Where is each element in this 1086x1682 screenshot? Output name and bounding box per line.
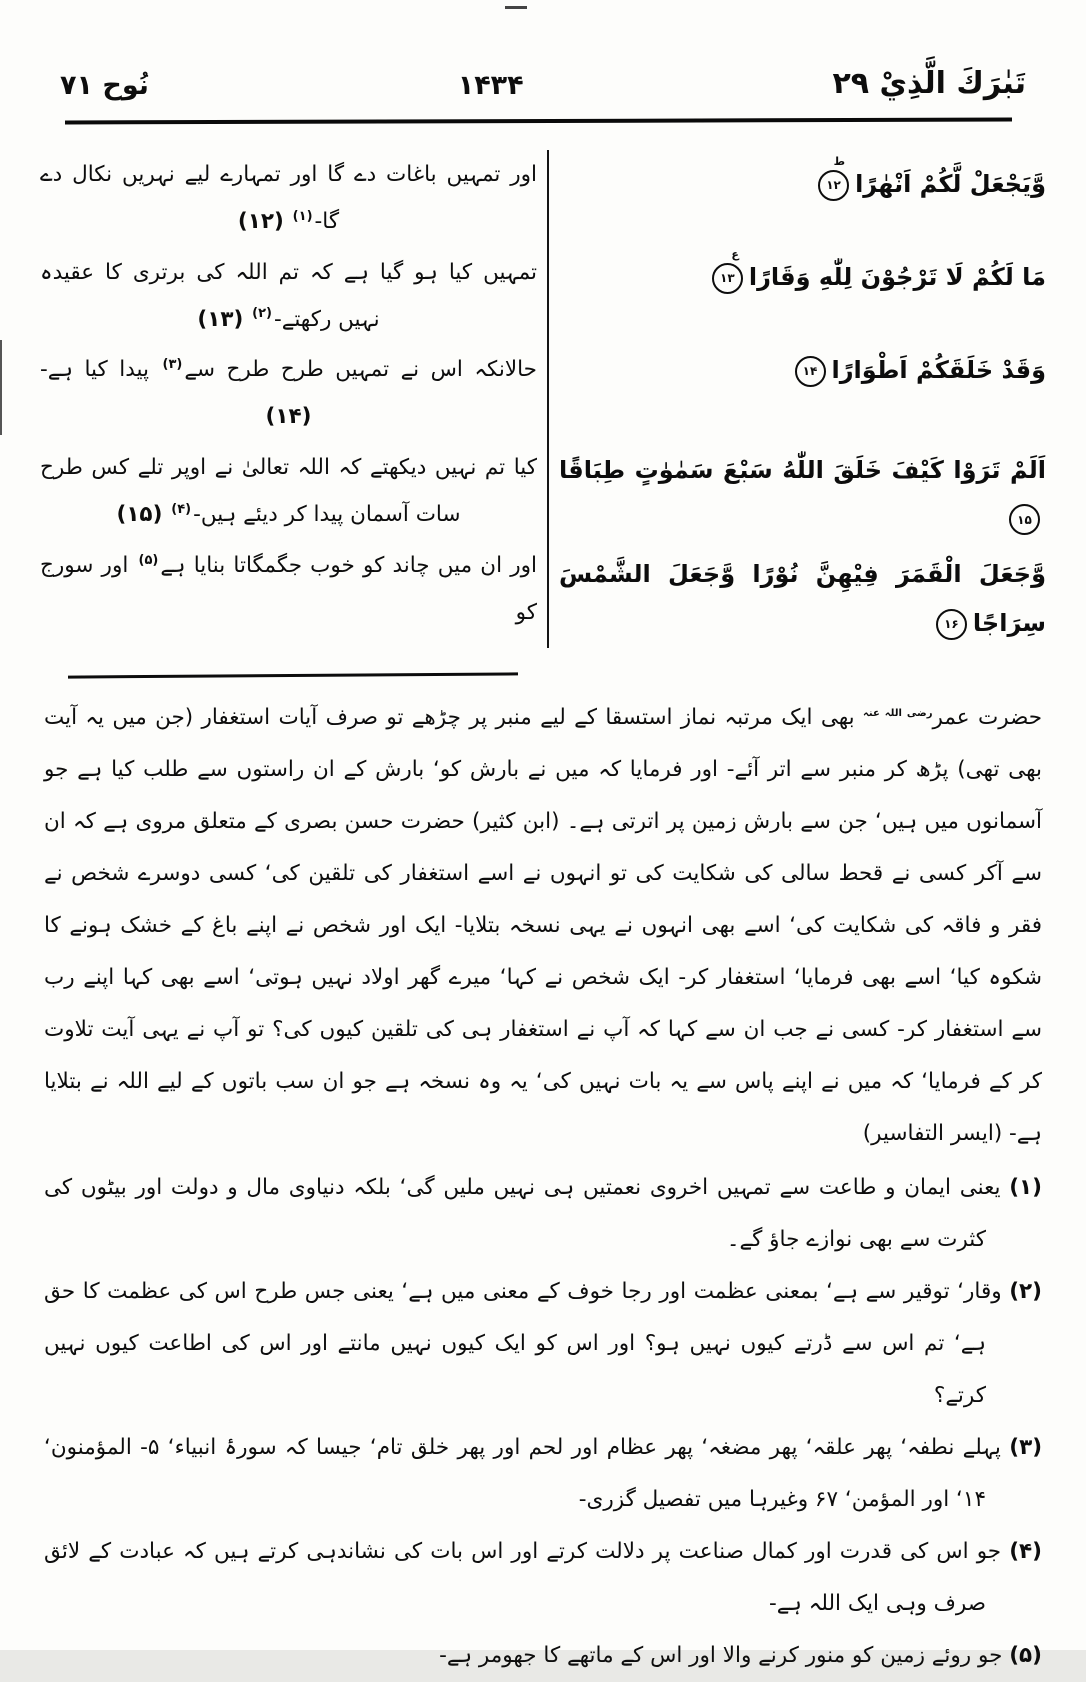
ayah-end-marker xyxy=(818,154,849,201)
footnote-ref: (۴) xyxy=(171,501,192,517)
verse-ref: (۱۵) xyxy=(116,502,163,528)
ayah-end-marker xyxy=(1009,504,1040,535)
footnote-number: (۳) xyxy=(1009,1435,1043,1461)
verse-ref: (۱۴) xyxy=(265,404,312,430)
ayah-number: ۱۶ xyxy=(944,617,959,632)
urdu-translation-14 xyxy=(40,347,537,441)
urdu-translation-15 xyxy=(40,445,537,539)
footnote-number: (۱) xyxy=(1009,1175,1042,1201)
translation-text: حالانکہ اس نے تمہیں طرح طرح سے xyxy=(184,357,537,383)
quran-section xyxy=(40,138,1046,652)
ayah-number: ۱۴ xyxy=(802,364,818,379)
arabic-verse-13 xyxy=(559,247,1046,302)
arabic-verses-column xyxy=(559,138,1046,652)
verse-ref: (۱۳) xyxy=(197,306,244,332)
arabic-verse-16 xyxy=(559,550,1046,648)
urdu-translation-13 xyxy=(40,250,537,344)
translation-text: اور تمہیں باغات دے گا اور تمہارے لیے نہریں نکال دے گا- xyxy=(40,162,537,234)
footnote-text: جو اس کی قدرت اور کمال صناعت پر دلالت کرتے اور اس بات کی نشاندہی کرتے ہیں کہ عبادت کے لائق صرف وہی ایک اللہ ہے- xyxy=(44,1539,1002,1617)
commentary-text: حضرت عمر xyxy=(932,705,1042,730)
footnote-ref: (۲) xyxy=(252,306,272,322)
footnote-number: (۵) xyxy=(1009,1643,1042,1669)
footnote-number: (۴) xyxy=(1009,1539,1042,1565)
scan-mark xyxy=(505,6,527,9)
surah-title: نُوح ۷۱ xyxy=(60,70,149,101)
commentary-text: بھی ایک مرتبہ نماز استسقا کے لیے منبر پر چڑھے تو صرف آیات استغفار (جن میں یہ آیت بھی تھی) پڑھ کر منبر سے اتر آئے- اور فرمایا کہ میں نے بارش کو‘ بارش کے ان راستوں سے طلب کیا ہے جو آسمانوں میں ہیں‘ جن سے بارش زمین پر اترتی ہے۔ (ابن کثیر) حضرت حسن بصری کے متعلق مروی ہے کہ ان سے آکر کسی نے قحط سالی کی شکایت کی تو انہوں نے اسے استغفار کی تلقین کی‘ کسی دوسرے شخص نے فقر و فاقہ کی شکایت کی‘ اسے بھی انہوں نے یہی نسخہ بتلایا- ایک اور شخص نے اپنے باغ کے خشک ہونے کا شکوہ کیا‘ اسے بھی فرمایا‘ استغفار کر- ایک شخص نے کہا‘ میرے گھر اولاد نہیں ہوتی‘ اسے بھی کہا اپنے رب سے استغفار کر- کسی نے جب ان سے کہا کہ آپ نے استغفار ہی کی تلقین کیوں کی؟ تو آپ نے یہی آیت تلاوت کر کے فرمایا‘ کہ میں نے اپنے پاس سے یہ بات نہیں کی‘ یہ وہ نسخہ ہے جو ان سب باتوں کے لیے اللہ نے بتلایا ہے- (ایسر التفاسیر) xyxy=(44,705,1042,1147)
footnote-5 xyxy=(44,1630,1042,1682)
footnote-2 xyxy=(44,1266,1042,1422)
column-divider xyxy=(547,150,549,648)
translation-text: اور ان میں چاند کو خوب جگمگاتا بنایا ہے xyxy=(160,552,537,578)
commentary-paragraph xyxy=(44,692,1042,1160)
footnote-text: وقار‘ توقیر سے ہے‘ بمعنی عظمت اور رجا خوف کے معنی میں ہے‘ یعنی جس طرح اس کی عظمت کا حق ہے‘ تم اس سے ڈرتے کیوں نہیں ہو؟ اور اس کو ایک کیوں نہیں مانتے اور اس کی اطاعت کیوں نہیں کرتے؟ xyxy=(44,1279,1002,1409)
footnote-1 xyxy=(44,1162,1042,1266)
footnote-text: یعنی ایمان و طاعت سے تمہیں اخروی نعمتیں ہی نہیں ملیں گی‘ بلکہ دنیاوی مال و دولت اور بیٹوں کی کثرت سے بھی نوازے جاؤ گے۔ xyxy=(44,1175,1001,1253)
honorific-mark: رضی اللہ عنہ xyxy=(863,707,933,719)
footnote-3 xyxy=(44,1422,1042,1526)
ayah-end-marker xyxy=(712,247,743,294)
translation-text: تمہیں کیا ہو گیا ہے کہ تم اللہ کی برتری کا عقیدہ نہیں رکھتے- xyxy=(40,259,537,332)
footnote-text: جو روئے زمین کو منور کرنے والا اور اس کے ماتھے کا جھومر ہے- xyxy=(439,1643,1003,1669)
arabic-verse-12 xyxy=(559,154,1046,209)
verse-text: وَقَدْ خَلَقَكُمْ اَطْوَارًا xyxy=(831,356,1046,385)
page-number: ۱۴۳۴ xyxy=(457,70,524,101)
waqf-sign: ع xyxy=(731,247,739,261)
footnote-ref: (۱) xyxy=(292,208,313,224)
footnote-ref: (۵) xyxy=(138,552,159,568)
footnote-4 xyxy=(44,1526,1042,1630)
verse-text: اَلَمْ تَرَوْا كَيْفَ خَلَقَ اللّٰهُ سَبْعَ سَمٰوٰتٍ طِبَاقًا xyxy=(559,455,1046,484)
commentary-section xyxy=(44,692,1042,1682)
arabic-verse-15 xyxy=(559,446,1046,544)
page-header xyxy=(60,66,1026,101)
translation-text: اور سورج کو xyxy=(40,552,537,625)
urdu-translation-12 xyxy=(40,152,537,246)
waqf-sign: ط xyxy=(833,154,846,168)
verse-text: مَا لَكُمْ لَا تَرْجُوْنَ لِلّٰهِ وَقَارًا xyxy=(748,263,1046,292)
footnote-separator xyxy=(68,672,518,678)
header-rule xyxy=(65,118,1012,125)
verse-text: وَّيَجْعَلْ لَّكُمْ اَنْهٰرًا xyxy=(855,170,1046,198)
urdu-translation-16 xyxy=(40,543,537,637)
verse-ref: (۱۲) xyxy=(237,208,284,234)
translation-text: کیا تم نہیں دیکھتے کہ اللہ تعالیٰ نے اوپر تلے کس طرح سات آسمان پیدا کر دیئے ہیں- xyxy=(40,455,537,528)
footnote-number: (۲) xyxy=(1009,1279,1042,1305)
ayah-end-marker xyxy=(936,609,967,640)
footnote-text: پہلے نطفہ‘ پھر علقہ‘ پھر مضغہ‘ پھر عظام اور لحم اور پھر خلق تام‘ جیسا کہ سورۂ انبیاء‘ ۵- المؤمنون‘ ۱۴‘ اور المؤمن‘ ۶۷ وغیرہا میں تفصیل گزری- xyxy=(44,1435,1001,1513)
verse-text: وَّجَعَلَ الْقَمَرَ فِيْهِنَّ نُوْرًا وَّجَعَلَ الشَّمْسَ سِرَاجًا xyxy=(559,559,1046,638)
ayah-end-marker xyxy=(795,356,826,387)
ayah-number: ۱۳ xyxy=(720,271,735,286)
scan-edge-artifact xyxy=(0,340,2,435)
ayah-number: ۱۵ xyxy=(1017,512,1032,527)
arabic-verse-14 xyxy=(559,346,1046,395)
footnote-ref: (۳) xyxy=(162,357,183,373)
juz-title: تَبٰرَكَ الَّذِيْ ۲۹ xyxy=(832,66,1026,101)
ayah-number: ۱۲ xyxy=(826,178,841,192)
translation-text: پیدا کیا ہے- xyxy=(40,357,149,383)
urdu-translation-column xyxy=(40,138,537,652)
